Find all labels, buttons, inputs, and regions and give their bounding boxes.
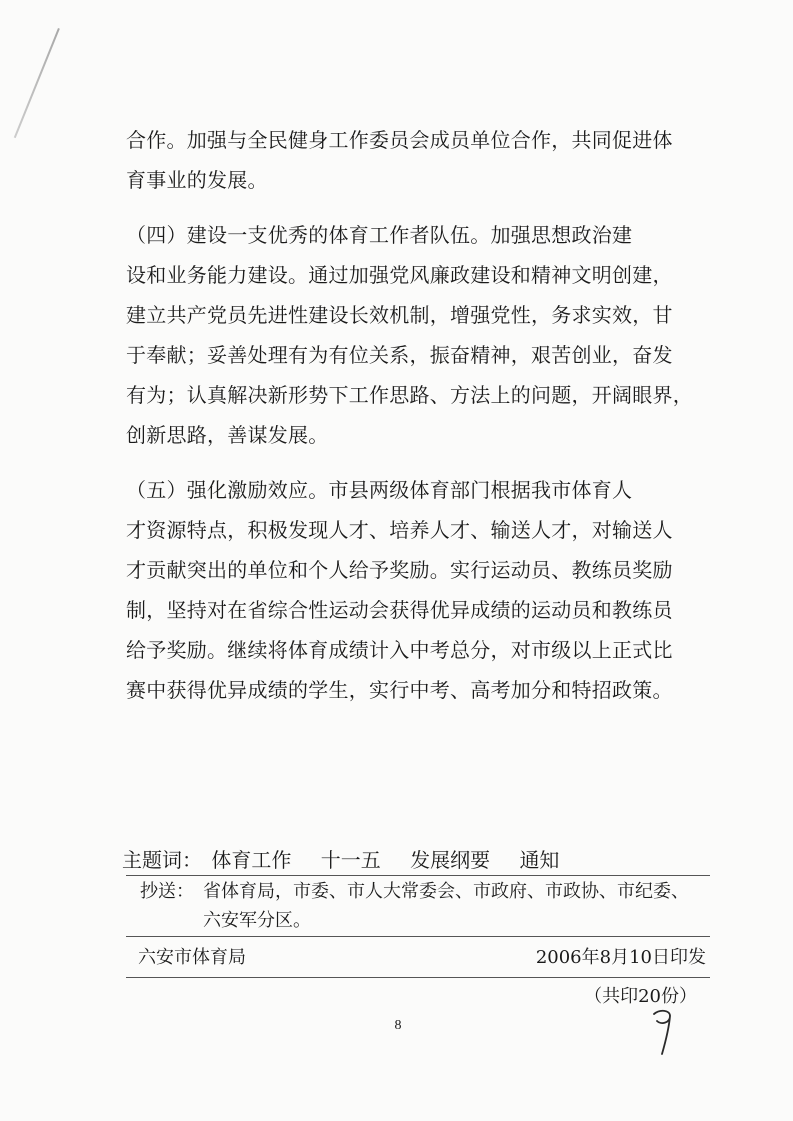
subject-label: 主题词： bbox=[122, 848, 202, 872]
cc-section bbox=[140, 877, 710, 935]
handwritten-number-9 bbox=[646, 1007, 678, 1057]
subject-keyword: 体育工作 bbox=[211, 848, 292, 872]
paragraph-line: 于奉献；妥善处理有为有位关系，振奋精神，艰苦创业，奋发 bbox=[126, 343, 673, 367]
scan-mark bbox=[14, 28, 60, 138]
subject-keyword: 发展纲要 bbox=[410, 848, 491, 872]
paragraph-gap bbox=[126, 455, 711, 470]
copies-count: （共印20份） bbox=[584, 986, 697, 1007]
cc-label: 抄送： bbox=[140, 881, 194, 902]
issue-date: 2006年8月10日印发 bbox=[535, 947, 706, 968]
paragraph-line: （五）强化激励效应。市县两级体育部门根据我市体育人 bbox=[126, 478, 633, 502]
subject-keyword: 十一五 bbox=[320, 848, 381, 872]
subject-line bbox=[122, 845, 712, 875]
paragraph-line: 合作。加强与全民健身工作委员会成员单位合作，共同促进体 bbox=[126, 128, 673, 152]
paragraph-line: 赛中获得优异成绩的学生，实行中考、高考加分和特招政策。 bbox=[126, 678, 673, 702]
body-text bbox=[126, 120, 711, 710]
paragraph-line: （四）建设一支优秀的体育工作者队伍。加强思想政治建 bbox=[126, 223, 633, 247]
paragraph-line: 建立共产党员先进性建设长效机制，增强党性，务求实效，甘 bbox=[126, 303, 673, 327]
paragraph-line: 有为；认真解决新形势下工作思路、方法上的问题，开阔眼界， bbox=[126, 383, 693, 407]
paragraph-gap bbox=[126, 200, 711, 215]
cc-recipients: 省体育局，市委、市人大常委会、市政府、市政协、市纪委、 bbox=[203, 881, 689, 902]
cc-line-2: 六安军分区。 bbox=[203, 910, 311, 931]
paragraph-line: 创新思路，善谋发展。 bbox=[126, 423, 329, 447]
paragraph-line: 育事业的发展。 bbox=[126, 168, 268, 192]
top-rule bbox=[126, 875, 710, 876]
paragraph-line: 才资源特点，积极发现人才、培养人才、输送人才，对输送人 bbox=[126, 518, 673, 542]
subject-keyword: 通知 bbox=[519, 848, 560, 872]
bottom-rule bbox=[126, 977, 710, 978]
paragraph-line: 给予奖励。继续将体育成绩计入中考总分，对市级以上正式比 bbox=[126, 638, 673, 662]
issuer-line bbox=[138, 944, 710, 972]
paragraph-line: 才贡献突出的单位和个人给予奖励。实行运动员、教练员奖励 bbox=[126, 558, 673, 582]
paragraph-line: 制，坚持对在省综合性运动会获得优异成绩的运动员和教练员 bbox=[126, 598, 673, 622]
middle-rule bbox=[126, 936, 710, 937]
issuer-name: 六安市体育局 bbox=[138, 947, 246, 968]
page-number: 8 bbox=[394, 1018, 402, 1033]
paragraph-line: 设和业务能力建设。通过加强党风廉政建设和精神文明创建， bbox=[126, 263, 673, 287]
cc-line-1 bbox=[140, 877, 710, 906]
